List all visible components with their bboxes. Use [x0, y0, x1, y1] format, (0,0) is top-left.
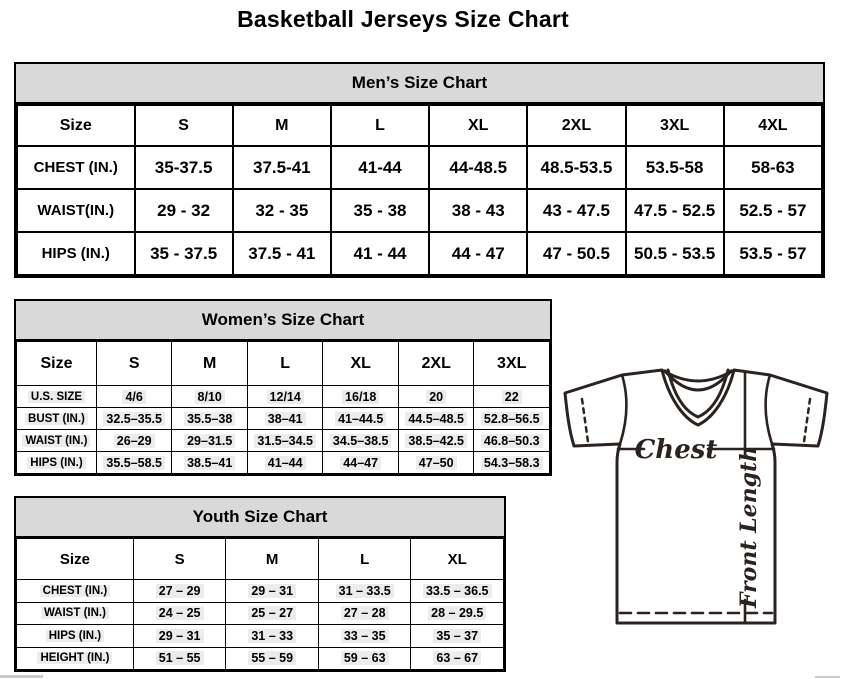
- jersey-outline-icon: [565, 370, 827, 623]
- table-cell: 47 - 50.5: [527, 232, 625, 275]
- table-cell: 38 - 43: [429, 189, 527, 232]
- table-cell: 54.3–58.3: [474, 452, 550, 474]
- table-row: [17, 452, 550, 474]
- table-cell: 47–50: [398, 452, 474, 474]
- table-cell: 32 - 35: [233, 189, 331, 232]
- table-cell: 52.8–56.5: [474, 408, 550, 430]
- table-row: [17, 647, 504, 670]
- column-header: 3XL: [474, 342, 550, 386]
- table-cell: 35.5–58.5: [96, 452, 172, 474]
- table-row: [17, 408, 550, 430]
- column-header: M: [226, 539, 319, 580]
- table-cell: 50.5 - 53.5: [626, 232, 724, 275]
- left-cuff-dashed-line-icon: [582, 399, 588, 442]
- table-cell: 41-44: [331, 146, 429, 189]
- column-header: L: [247, 342, 323, 386]
- size-header-row: [17, 105, 822, 146]
- table-cell: 59 – 63: [318, 647, 411, 670]
- table-row: [17, 625, 504, 648]
- table-row: [17, 232, 822, 275]
- size-corner-header: Size: [17, 342, 97, 386]
- table-cell: 46.8–50.3: [474, 430, 550, 452]
- column-header: 2XL: [398, 342, 474, 386]
- table-cell: 34.5–38.5: [323, 430, 399, 452]
- table-cell: 44.5–48.5: [398, 408, 474, 430]
- row-header: HIPS (IN.): [17, 232, 135, 275]
- table-cell: 33.5 – 36.5: [411, 580, 504, 603]
- row-header: CHEST (IN.): [17, 146, 135, 189]
- column-header: S: [96, 342, 172, 386]
- scrollbar-fragment-left[interactable]: [0, 675, 43, 678]
- table-cell: 47.5 - 52.5: [626, 189, 724, 232]
- table-cell: 44 - 47: [429, 232, 527, 275]
- table-cell: 38–41: [247, 408, 323, 430]
- column-header: L: [331, 105, 429, 146]
- table-cell: 27 – 29: [133, 580, 226, 603]
- column-header: S: [133, 539, 226, 580]
- table-cell: 16/18: [323, 386, 399, 408]
- chest-label: Chest: [634, 435, 718, 465]
- table-cell: 24 – 25: [133, 602, 226, 625]
- table-cell: 26–29: [96, 430, 172, 452]
- row-header: HIPS (IN.): [17, 452, 97, 474]
- size-corner-header: Size: [17, 105, 135, 146]
- table-cell: 53.5 - 57: [724, 232, 822, 275]
- column-header: L: [318, 539, 411, 580]
- table-cell: 41 - 44: [331, 232, 429, 275]
- table-cell: 22: [474, 386, 550, 408]
- table-cell: 31 – 33.5: [318, 580, 411, 603]
- table-cell: 44–47: [323, 452, 399, 474]
- table-cell: 20: [398, 386, 474, 408]
- table-row: [17, 146, 822, 189]
- table-cell: 55 – 59: [226, 647, 319, 670]
- table-cell: 41–44: [247, 452, 323, 474]
- table-cell: 33 – 35: [318, 625, 411, 648]
- table-row: [17, 189, 822, 232]
- row-header: HIPS (IN.): [17, 625, 134, 648]
- table-cell: 31 – 33: [226, 625, 319, 648]
- table-cell: 35.5–38: [172, 408, 248, 430]
- table-cell: 51 – 55: [133, 647, 226, 670]
- table-cell: 35 - 37.5: [135, 232, 233, 275]
- table-cell: 8/10: [172, 386, 248, 408]
- table-cell: 41–44.5: [323, 408, 399, 430]
- mens-chart-title: Men’s Size Chart: [16, 64, 823, 104]
- table-cell: 35-37.5: [135, 146, 233, 189]
- table-cell: 29 – 31: [226, 580, 319, 603]
- table-row: [17, 386, 550, 408]
- jersey-diagram: [557, 362, 838, 634]
- column-header: 3XL: [626, 105, 724, 146]
- scrollbar-fragment-right[interactable]: [815, 676, 840, 678]
- mens-size-chart: [14, 62, 825, 278]
- row-header: WAIST (IN.): [17, 602, 134, 625]
- table-cell: 63 – 67: [411, 647, 504, 670]
- column-header: S: [135, 105, 233, 146]
- womens-chart-title: Women’s Size Chart: [16, 301, 550, 341]
- column-header: XL: [323, 342, 399, 386]
- front-length-label: Front Length: [736, 445, 762, 609]
- row-header: HEIGHT (IN.): [17, 647, 134, 670]
- table-cell: 58-63: [724, 146, 822, 189]
- table-cell: 53.5-58: [626, 146, 724, 189]
- table-cell: 28 – 29.5: [411, 602, 504, 625]
- table-cell: 29–31.5: [172, 430, 248, 452]
- size-header-row: [17, 342, 550, 386]
- size-corner-header: Size: [17, 539, 134, 580]
- womens-size-chart: [14, 299, 552, 476]
- column-header: M: [233, 105, 331, 146]
- table-cell: 37.5 - 41: [233, 232, 331, 275]
- table-cell: 29 – 31: [133, 625, 226, 648]
- youth-size-chart: [14, 496, 506, 672]
- table-cell: 44-48.5: [429, 146, 527, 189]
- left-armhole-seam-icon: [620, 375, 626, 444]
- table-cell: 52.5 - 57: [724, 189, 822, 232]
- womens-size-table: [16, 341, 550, 474]
- table-row: [17, 580, 504, 603]
- table-cell: 32.5–35.5: [96, 408, 172, 430]
- row-header: BUST (IN.): [17, 408, 97, 430]
- youth-size-table: [16, 538, 504, 670]
- table-cell: 27 – 28: [318, 602, 411, 625]
- table-cell: 31.5–34.5: [247, 430, 323, 452]
- column-header: XL: [411, 539, 504, 580]
- column-header: 4XL: [724, 105, 822, 146]
- table-cell: 29 - 32: [135, 189, 233, 232]
- table-cell: 4/6: [96, 386, 172, 408]
- table-cell: 12/14: [247, 386, 323, 408]
- table-cell: 25 – 27: [226, 602, 319, 625]
- row-header: WAIST(IN.): [17, 189, 135, 232]
- table-cell: 37.5-41: [233, 146, 331, 189]
- row-header: U.S. SIZE: [17, 386, 97, 408]
- right-armhole-seam-icon: [766, 375, 772, 444]
- table-cell: 43 - 47.5: [527, 189, 625, 232]
- size-header-row: [17, 539, 504, 580]
- table-cell: 38.5–41: [172, 452, 248, 474]
- row-header: WAIST (IN.): [17, 430, 97, 452]
- table-cell: 35 – 37: [411, 625, 504, 648]
- right-cuff-dashed-line-icon: [804, 399, 810, 442]
- table-row: [17, 602, 504, 625]
- row-header: CHEST (IN.): [17, 580, 134, 603]
- youth-chart-title: Youth Size Chart: [16, 498, 504, 538]
- column-header: 2XL: [527, 105, 625, 146]
- mens-size-table: [16, 104, 823, 276]
- table-row: [17, 430, 550, 452]
- column-header: XL: [429, 105, 527, 146]
- column-header: M: [172, 342, 248, 386]
- table-cell: 35 - 38: [331, 189, 429, 232]
- page-title: Basketball Jerseys Size Chart: [237, 6, 569, 32]
- table-cell: 48.5-53.5: [527, 146, 625, 189]
- table-cell: 38.5–42.5: [398, 430, 474, 452]
